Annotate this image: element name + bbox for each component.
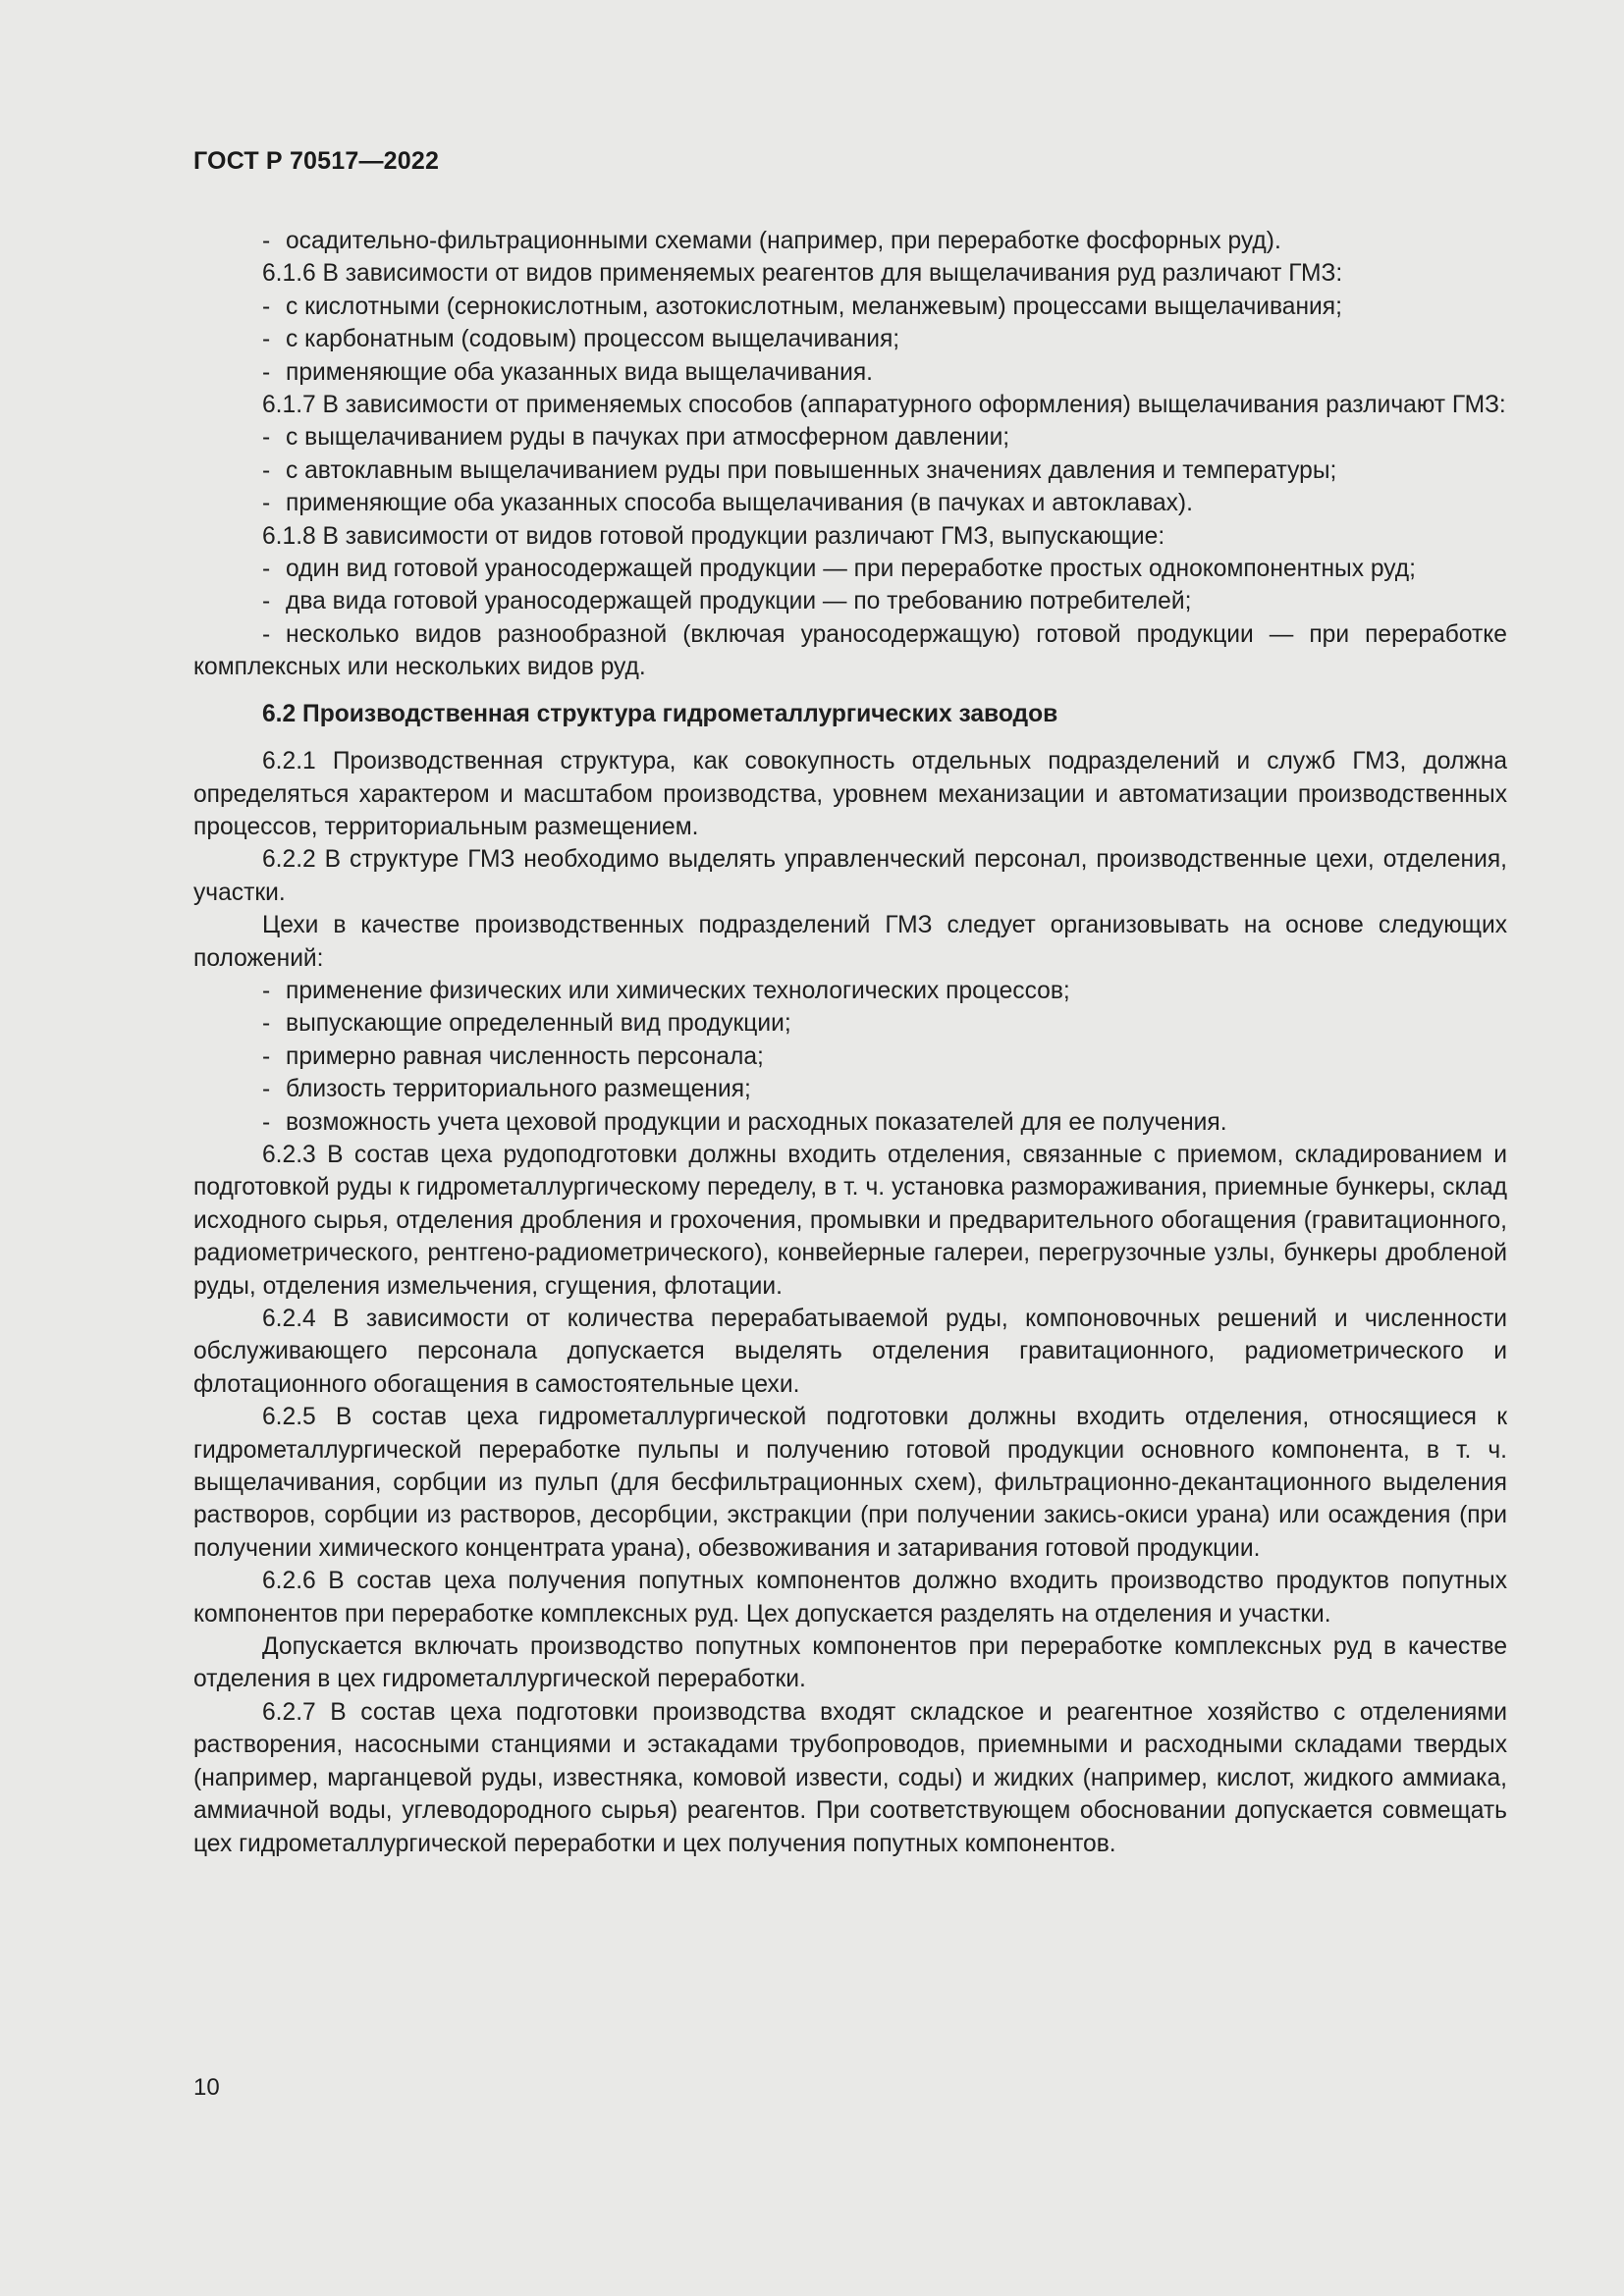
list-item-text: близость территориального размещения; — [286, 1076, 751, 1103]
paragraph: 6.1.6 В зависимости от видов применяемых реагентов для выщелачивания руд различают ГМЗ: — [262, 260, 1343, 288]
list-item-text: с карбонатным (содовым) процессом выщелачивания; — [286, 326, 900, 353]
list-item — [193, 225, 1507, 257]
dash-marker: - — [262, 1108, 271, 1136]
list-item — [193, 975, 1507, 1007]
page-number: 10 — [193, 2074, 220, 2101]
list-item-text: применение физических или химических технологических процессов; — [286, 977, 1070, 1004]
list-item-text: применяющие оба указанных вида выщелачивания. — [286, 358, 873, 386]
dash-marker: - — [262, 1076, 271, 1103]
list-item — [193, 323, 1507, 355]
paragraph: 6.2.3 В состав цеха рудоподготовки должны входить отделения, связанные с приемом, складированием и подготовкой руды к гидрометаллургическому переделу, в т. ч. установка размораживания, приемные бункеры, склад исходного сырья, отделения дробления и грохочения, промывки и предварительного обогащения (гравитационного, радиометрического, рентгено-радиометрического), конвейерные галереи, перегрузочные узлы, бункеры дробленой руды, отделения измельчения, сгущения, флотации. — [193, 1141, 1507, 1300]
list-item — [193, 553, 1507, 585]
dash-marker: - — [262, 326, 271, 353]
dash-marker: - — [262, 293, 271, 320]
list-item-text: применяющие оба указанных способа выщелачивания (в пачуках и автоклавах). — [286, 490, 1193, 517]
list-item — [193, 1073, 1507, 1105]
list-item-text: один вид готовой ураносодержащей продукции — при переработке простых однокомпонентных руд; — [286, 556, 1416, 583]
list-item-text: с выщелачиванием руды в пачуках при атмосферном давлении; — [286, 424, 1010, 452]
list-item — [193, 1106, 1507, 1139]
list-item — [193, 1007, 1507, 1040]
paragraph: 6.2.4 В зависимости от количества перерабатываемой руды, компоновочных решений и численности обслуживающего персонала допускается выделять отделения гравитационного, радиометрического и флотационного обогащения в самостоятельные цехи. — [193, 1306, 1507, 1398]
section-heading: 6.2 Производственная структура гидрометаллургических заводов — [262, 700, 1058, 727]
document-body — [193, 225, 1507, 1860]
paragraph: 6.2.1 Производственная структура, как совокупность отдельных подразделений и служб ГМЗ, должна определяться характером и масштабом производства, уровнем механизации и автоматизации производственных процессов, территориальным размещением. — [193, 748, 1507, 840]
dash-marker: - — [262, 556, 271, 583]
document-header-code: ГОСТ Р 70517—2022 — [193, 147, 440, 175]
paragraph: 6.2.5 В состав цеха гидрометаллургической подготовки должны входить отделения, относящиеся к гидрометаллургической переработке пульпы и получению готовой продукции основного компонента, в т. ч. выщелачивания, сорбции из пульп (для бесфильтрационных схем), фильтрационно-декантационного выделения растворов, сорбции из растворов, десорбции, экстракции (при получении закись-окиси урана) или осаждения (при получении химического концентрата урана), обезвоживания и затаривания готовой продукции. — [193, 1404, 1507, 1562]
dash-marker: - — [262, 228, 271, 254]
paragraph: 6.2.7 В состав цеха подготовки производства входят складское и реагентное хозяйство с отделениями растворения, насосными станциями и эстакадами трубопроводов, приемными и расходными складами твердых (например, марганцевой руды, известняка, комовой извести, соды) и жидких (например, кислот, жидкого аммиака, аммиачной воды, углеводородного сырья) реагентов. При соответствующем обосновании допускается совмещать цех гидрометаллургической переработки и цех получения попутных компонентов. — [193, 1698, 1507, 1857]
dash-marker: - — [262, 456, 271, 484]
dash-marker: - — [262, 588, 271, 615]
dash-marker: - — [262, 1010, 271, 1038]
dash-marker: - — [262, 620, 271, 648]
dash-marker: - — [262, 490, 271, 517]
dash-marker: - — [262, 424, 271, 452]
list-item — [193, 1041, 1507, 1073]
dash-marker: - — [262, 1042, 271, 1070]
list-item — [193, 356, 1507, 389]
list-item-text: два вида готовой ураносодержащей продукции — по требованию потребителей; — [286, 588, 1192, 615]
paragraph: 6.1.7 В зависимости от применяемых способов (аппаратурного оформления) выщелачивания различают ГМЗ: — [262, 392, 1506, 419]
list-item — [193, 585, 1507, 617]
list-item-text: несколько видов разнообразной (включая ураносодержащую) готовой продукции — при переработке комплексных или нескольких видов руд. — [193, 620, 1507, 681]
list-item-text: примерно равная численность персонала; — [286, 1042, 764, 1070]
paragraph: 6.1.8 В зависимости от видов готовой продукции различают ГМЗ, выпускающие: — [262, 522, 1165, 550]
paragraph: Допускается включать производство попутных компонентов при переработке комплексных руд в качестве отделения в цех гидрометаллургической переработки. — [193, 1633, 1507, 1693]
dash-marker: - — [262, 358, 271, 386]
list-item — [193, 454, 1507, 487]
paragraph: Цехи в качестве производственных подразделений ГМЗ следует организовывать на основе следующих положений: — [193, 912, 1507, 972]
list-item-text: с автоклавным выщелачиванием руды при повышенных значениях давления и температуры; — [286, 456, 1337, 484]
list-item — [193, 487, 1507, 519]
list-item-text: осадительно-фильтрационными схемами (например, при переработке фосфорных руд). — [286, 228, 1281, 254]
paragraph: 6.2.6 В состав цеха получения попутных компонентов должно входить производство продуктов попутных компонентов при переработке комплексных руд. Цех допускается разделять на отделения и участки. — [193, 1568, 1507, 1628]
list-item — [193, 421, 1507, 454]
list-item — [193, 291, 1507, 323]
list-item-text: с кислотными (сернокислотным, азотокислотным, меланжевым) процессами выщелачивания; — [286, 293, 1342, 320]
list-item-text: выпускающие определенный вид продукции; — [286, 1010, 791, 1038]
dash-marker: - — [262, 977, 271, 1004]
paragraph: 6.2.2 В структуре ГМЗ необходимо выделять управленческий персонал, производственные цехи, отделения, участки. — [193, 846, 1507, 906]
list-item — [193, 618, 1507, 684]
list-item-text: возможность учета цеховой продукции и расходных показателей для ее получения. — [286, 1108, 1227, 1136]
